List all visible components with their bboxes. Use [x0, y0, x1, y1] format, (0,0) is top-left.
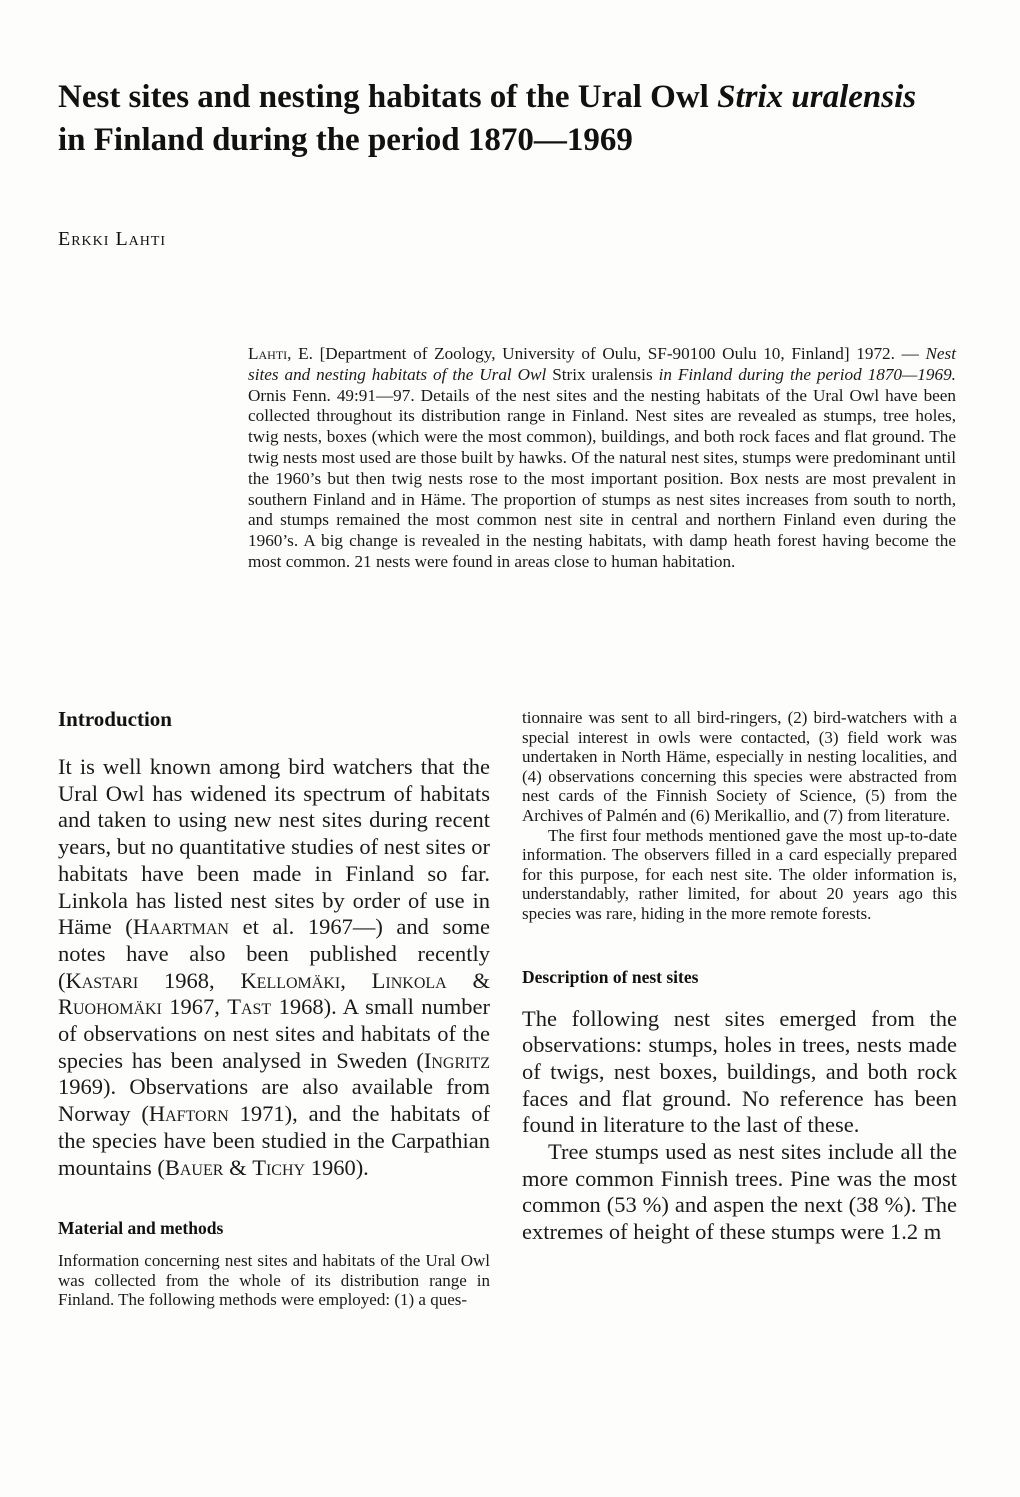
abstract [248, 344, 956, 573]
methods-paragraph-part-2: tionnaire was sent to all bird-ringers, (2) bird-watchers with a special interest in owls were contacted, (3) field work was undertaken in North Häme, especially in nesting localities, and (4) observations concerning this species were abstracted from nest cards of the Finnish Society of Science, (5) from the Archives of Palmén and (6) Merikallio, and (7) from literature. [522, 708, 957, 825]
ref-author: Haartman [132, 914, 229, 940]
species-name: Strix uralensis [717, 79, 917, 115]
ref-author: Bauer [164, 1154, 224, 1180]
author-name: Erkki Lahti [58, 228, 167, 250]
nest-sites-paragraph-2: Tree stumps used as nest sites include all the more common Finnish trees. Pine was the most common (53 %) and aspen the next (38 %). The extremes of height of these stumps were 1.2 m [522, 1139, 957, 1245]
ref-author: Tichy [252, 1154, 306, 1180]
methods-heading: Material and methods [58, 1218, 224, 1239]
introduction-paragraph [58, 754, 490, 1181]
ref-author: Kastari [65, 967, 139, 993]
intro-text: & [223, 1154, 253, 1180]
intro-text: 1960). [305, 1154, 369, 1180]
intro-text: 1968, [138, 967, 241, 993]
abstract-citation: Ornis Fenn. 49:91—97. [248, 385, 415, 405]
introduction-heading: Introduction [58, 707, 172, 731]
title-text: Nest sites and nesting habitats of the Ural Owl [58, 79, 718, 115]
nest-sites-heading: Description of nest sites [522, 966, 699, 987]
intro-text: et al. 1967—) and some notes have also been published recently ( [58, 914, 491, 993]
intro-text: It is well known among bird watchers that the Ural Owl has widened its spectrum of habitats and taken to using new nest sites during recent years, but no quantitative studies of nest sites or habitats have been made in Finland so far. Linkola has listed nest sites by order of use in Häme ( [58, 754, 490, 940]
methods-paragraph-part-1: Information concerning nest sites and habitats of the Ural Owl was collected from the whole of its distribution range in Finland. The following methods were employed: (1) a ques- [58, 1251, 490, 1310]
article-title [58, 76, 958, 162]
abstract-title-species: Strix uralensis [546, 364, 659, 384]
intro-text: 1971), and the habitats of the species have been studied in the Carpathian mountains ( [58, 1101, 490, 1180]
abstract-affiliation: [Department of Zoology, University of Oulu, SF-90100 Oulu 10, Finland] 1972. — [312, 344, 926, 363]
ref-author: Tast [227, 994, 272, 1020]
abstract-title-italic-2: in Finland during the period 1870—1969. [658, 364, 956, 384]
methods-paragraph-2: The first four methods mentioned gave the most up-to-date information. The observers filled in a card especially prepared for this purpose, for each nest site. The older information is, understandably, rather limited, for about 20 years ago this species was rare, hiding in the more remote forests. [522, 825, 957, 923]
left-column [58, 706, 490, 1310]
abstract-body: Details of the nest sites and the nesting habitats of the Ural Owl have been collected throughout its distribution range in Finland. Nest sites are revealed as stumps, tree holes, twig nests, boxes (which were the most common), buildings, and both rock faces and flat ground. The twig nests most used are those built by hawks. Of the natural nest sites, stumps were predominant until the 1960’s but then twig nests rose to the most important position. Box nests are most prevalent in southern Finland and in Häme. The proportion of stumps as nest sites increases from south to north, and stumps remained the most common nest site in central and northern Finland even during the 1960’s. A big change is revealed in the nesting habitats, with damp heath forest having become the most common. 21 nests were found in areas close to human habitation. [248, 385, 957, 571]
ref-author: Haftorn [148, 1101, 229, 1127]
nest-sites-paragraph-1: The following nest sites emerged from the observations: stumps, holes in trees, nests made of twigs, nest boxes, buildings, and both rock faces and flat ground. No reference has been found in literature to the last of these. [522, 1005, 957, 1138]
intro-text: 1968). A small number of observations on nest sites and habitats of the species has been analysed in Sweden ( [58, 994, 490, 1073]
ref-author: Ingritz [423, 1047, 490, 1073]
intro-text: & [446, 967, 490, 993]
title-line-1 [58, 76, 958, 119]
ref-author: Ruohomäki [58, 994, 162, 1020]
right-column [522, 708, 957, 1246]
abstract-title-italic-1: Nest sites and nesting habitats of the Ural Owl [248, 344, 957, 384]
intro-text: 1969). Observations are also available from Norway ( [58, 1074, 490, 1127]
intro-text: 1967, [161, 994, 228, 1020]
abstract-author: Lahti, E. [248, 344, 313, 363]
title-line-2: in Finland during the period 1870—1969 [58, 122, 633, 158]
ref-author: Kellomäki, Linkola [240, 967, 447, 993]
